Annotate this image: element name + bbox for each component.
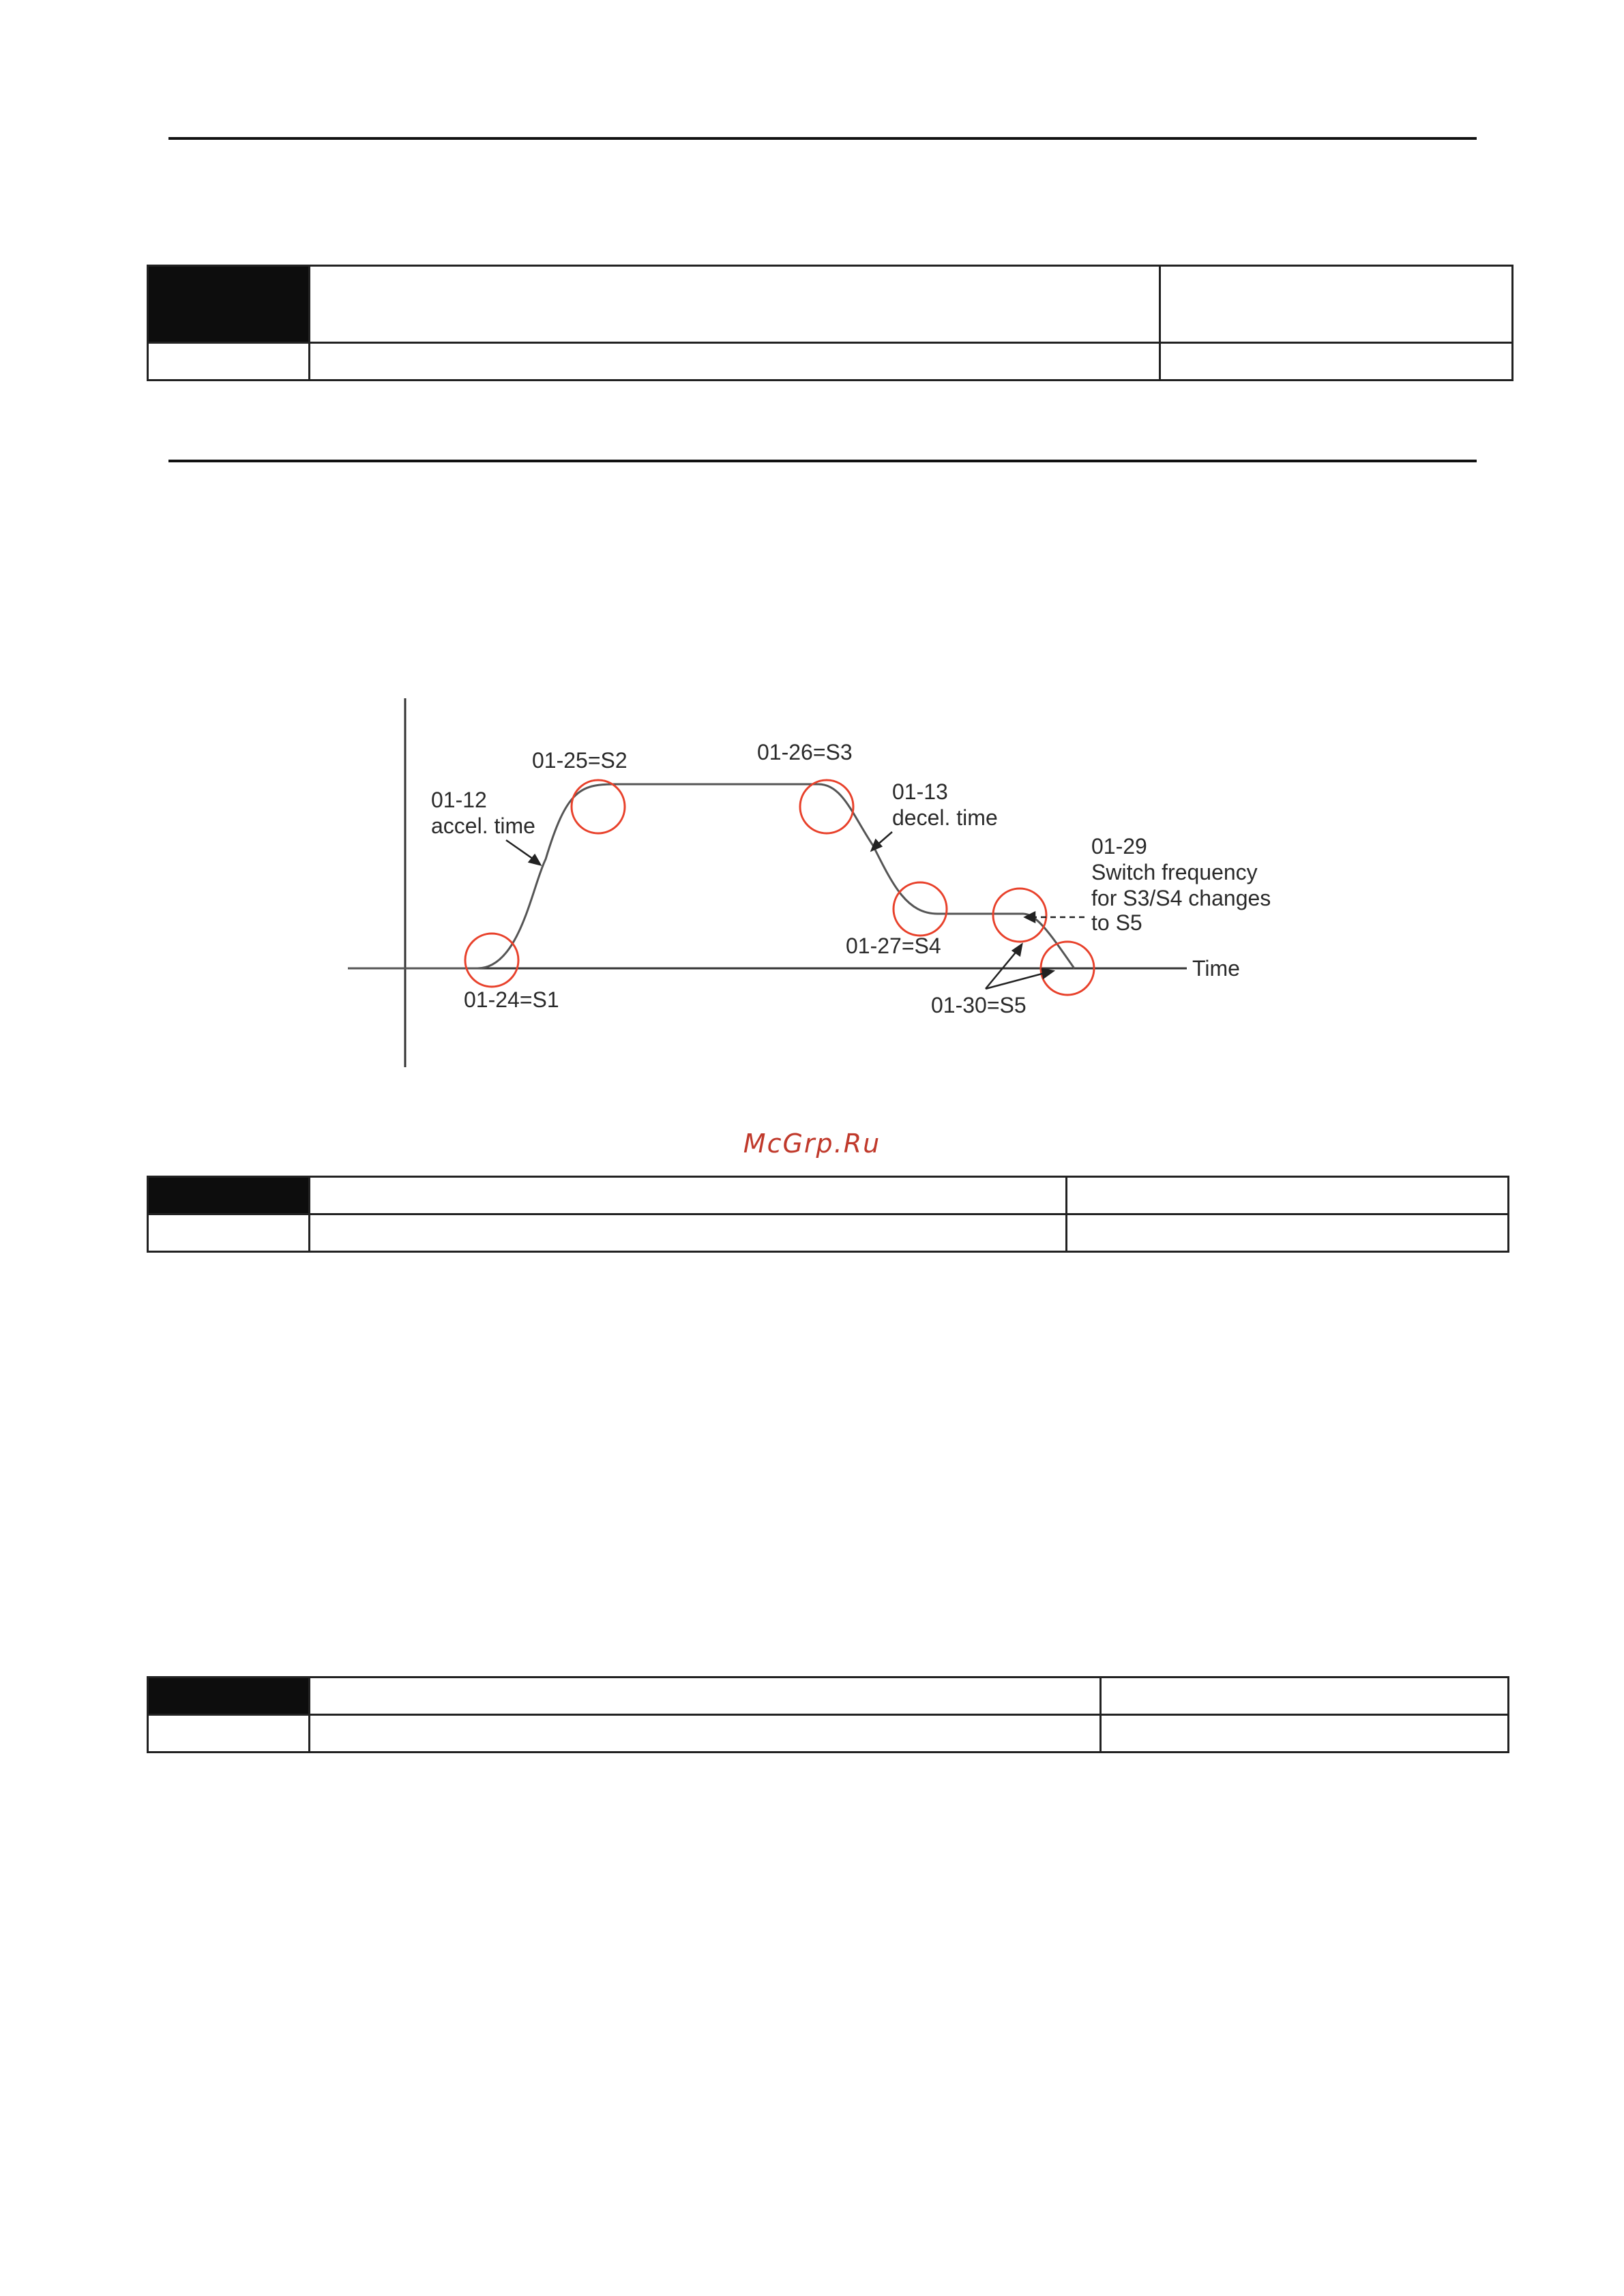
s5-arrows	[986, 944, 1053, 989]
param-blank-cell	[148, 1715, 310, 1753]
param-blank-cell	[148, 1214, 310, 1252]
table-row	[148, 1678, 1509, 1715]
watermark: McGrp.Ru	[743, 1129, 881, 1159]
param-setting-value-cell	[1101, 1715, 1509, 1753]
s5-label: 01-30=S5	[931, 993, 1027, 1017]
param-name-cell	[310, 1177, 1067, 1214]
param-setting-value-cell	[1160, 343, 1513, 381]
param-name-cell	[310, 1678, 1101, 1715]
param-code-cell	[148, 1678, 310, 1715]
s2-label: 01-25=S2	[532, 748, 628, 773]
table-row	[148, 1214, 1509, 1252]
switch-line2-label: for S3/S4 changes	[1091, 886, 1271, 910]
time-axis-label: Time	[1192, 956, 1240, 981]
param-value-cell	[1067, 1177, 1509, 1214]
parameter-table-1	[147, 265, 1514, 381]
param-name-cell	[310, 266, 1160, 343]
param-code-cell	[148, 266, 310, 343]
s1-circle	[465, 934, 518, 987]
switch-dashed-arrow	[1025, 912, 1084, 922]
switch-param-label: 01-29	[1091, 834, 1147, 859]
accel-text-label: accel. time	[431, 814, 535, 838]
accel-arrow	[506, 840, 540, 865]
s3-label: 01-26=S3	[757, 740, 853, 764]
decel-text-label: decel. time	[892, 805, 998, 830]
switch-line3-label: to S5	[1091, 910, 1142, 935]
decel-param-label: 01-13	[892, 779, 948, 804]
accel-param-label: 01-12	[431, 788, 487, 812]
switch-line1-label: Switch frequency	[1091, 860, 1258, 884]
table-row	[148, 266, 1513, 343]
param-setting-cell	[310, 343, 1160, 381]
param-setting-value-cell	[1067, 1214, 1509, 1252]
param-blank-cell	[148, 343, 310, 381]
param-code-cell	[148, 1177, 310, 1214]
s2-circle	[572, 780, 625, 833]
s5-circle-top	[993, 889, 1046, 942]
decel-arrow	[872, 832, 892, 850]
param-value-cell	[1101, 1678, 1509, 1715]
param-setting-cell	[310, 1715, 1101, 1753]
table-row	[148, 1715, 1509, 1753]
param-value-cell	[1160, 266, 1513, 343]
top-rule	[168, 137, 1477, 140]
s3-circle	[800, 780, 853, 833]
table-row	[148, 1177, 1509, 1214]
parameter-table-2	[147, 1176, 1509, 1253]
s4-label: 01-27=S4	[846, 934, 941, 958]
table-row	[148, 343, 1513, 381]
s1-label: 01-24=S1	[464, 987, 559, 1012]
parameter-table-3	[147, 1676, 1509, 1753]
param-setting-cell	[310, 1214, 1067, 1252]
section-rule	[168, 460, 1477, 462]
s-curve-diagram	[341, 682, 1310, 1077]
